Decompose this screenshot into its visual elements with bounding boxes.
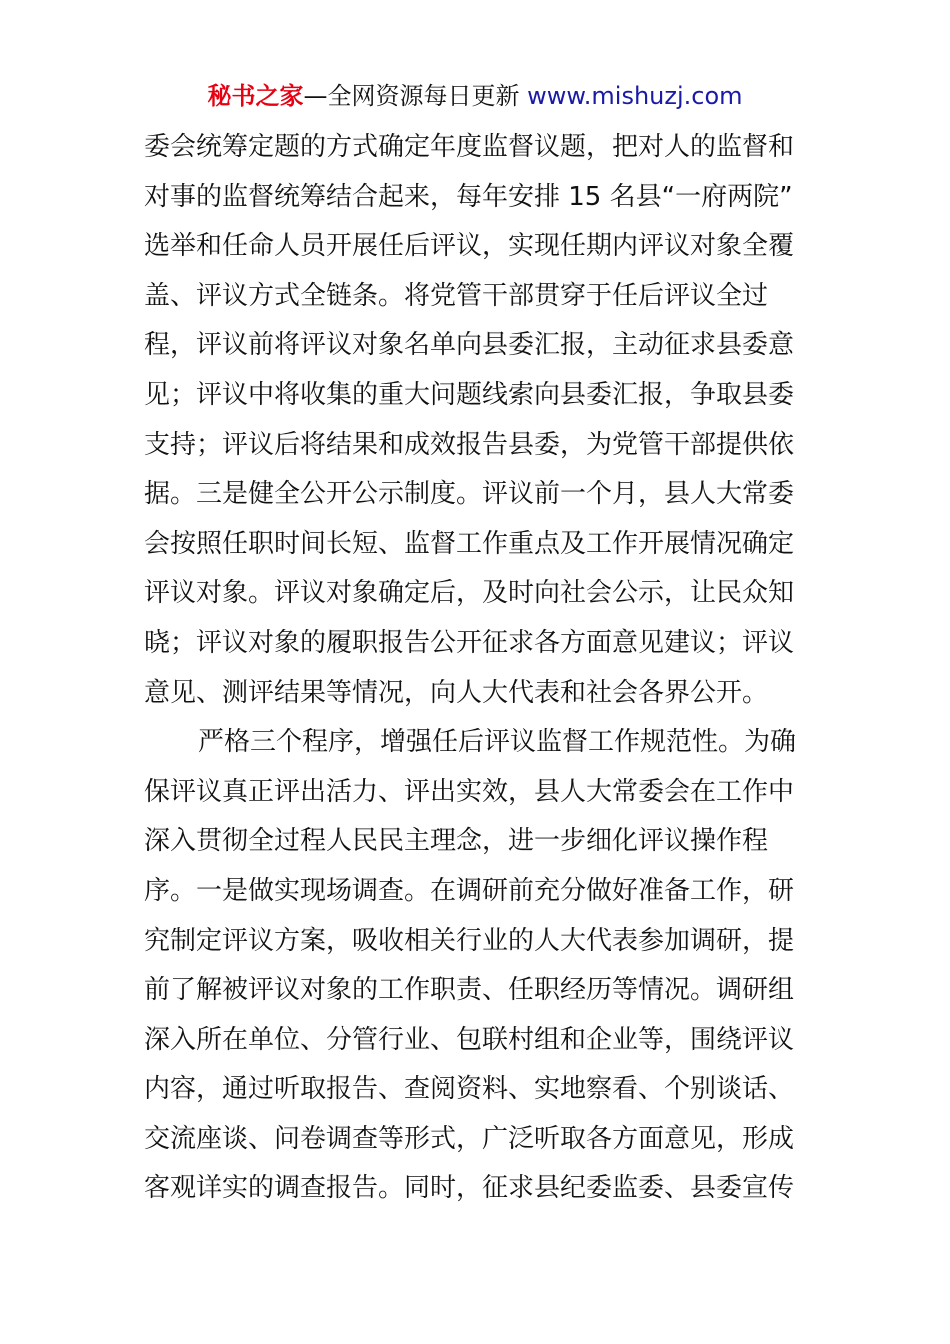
text-line: 客观详实的调查报告。同时，征求县纪委监委、县委宣传 — [144, 1173, 795, 1204]
text-line: 保评议真正评出活力、评出实效，县人大常委会在工作中 — [144, 776, 795, 807]
text-line: 深入贯彻全过程人民民主理念，进一步细化评议操作程 — [144, 826, 769, 857]
text-line: 深入所在单位、分管行业、包联村组和企业等，围绕评议 — [144, 1024, 795, 1055]
text-line: 究制定评议方案，吸收相关行业的人大代表参加调研，提 — [144, 925, 795, 956]
text-line: 序。一是做实现场调查。在调研前充分做好准备工作，研 — [144, 875, 795, 906]
text-line: 选举和任命人员开展任后评议，实现任期内评议对象全覆 — [144, 231, 795, 262]
header-tagline: —全网资源每日更新 — [303, 82, 528, 110]
text-line: 据。三是健全公开公示制度。评议前一个月，县人大常委 — [144, 479, 795, 510]
text-line: 交流座谈、问卷调查等形式，广泛听取各方面意见，形成 — [144, 1123, 795, 1154]
text-line: 对事的监督统筹结合起来，每年安排 15 名县“一府两院” — [144, 181, 793, 212]
text-line: 盖、评议方式全链条。将党管干部贯穿于任后评议全过 — [144, 280, 769, 311]
brand-name: 秘书之家 — [207, 82, 304, 110]
text-line: 晓；评议对象的履职报告公开征求各方面意见建议；评议 — [144, 627, 795, 658]
paragraph-first-line: 严格三个程序，增强任后评议监督工作规范性。为确 — [198, 727, 797, 758]
text-line: 支持；评议后将结果和成效报告县委，为党管干部提供依 — [144, 429, 795, 460]
text-line: 内容，通过听取报告、查阅资料、实地察看、个别谈话、 — [144, 1074, 795, 1105]
text-line: 前了解被评议对象的工作职责、任职经历等情况。调研组 — [144, 975, 795, 1006]
text-line: 程，评议前将评议对象名单向县委汇报，主动征求县委意 — [144, 330, 795, 361]
text-line: 会按照任职时间长短、监督工作重点及工作开展情况确定 — [144, 528, 795, 559]
text-line: 意见、测评结果等情况，向人大代表和社会各界公开。 — [144, 677, 769, 708]
site-header — [0, 80, 950, 112]
site-url-link[interactable]: www.mishuzj.com — [527, 82, 743, 110]
text-line: 见；评议中将收集的重大问题线索向县委汇报，争取县委 — [144, 379, 795, 410]
document-body — [144, 123, 808, 1214]
text-line: 委会统筹定题的方式确定年度监督议题，把对人的监督和 — [144, 132, 795, 162]
text-line: 评议对象。评议对象确定后，及时向社会公示，让民众知 — [144, 578, 795, 609]
